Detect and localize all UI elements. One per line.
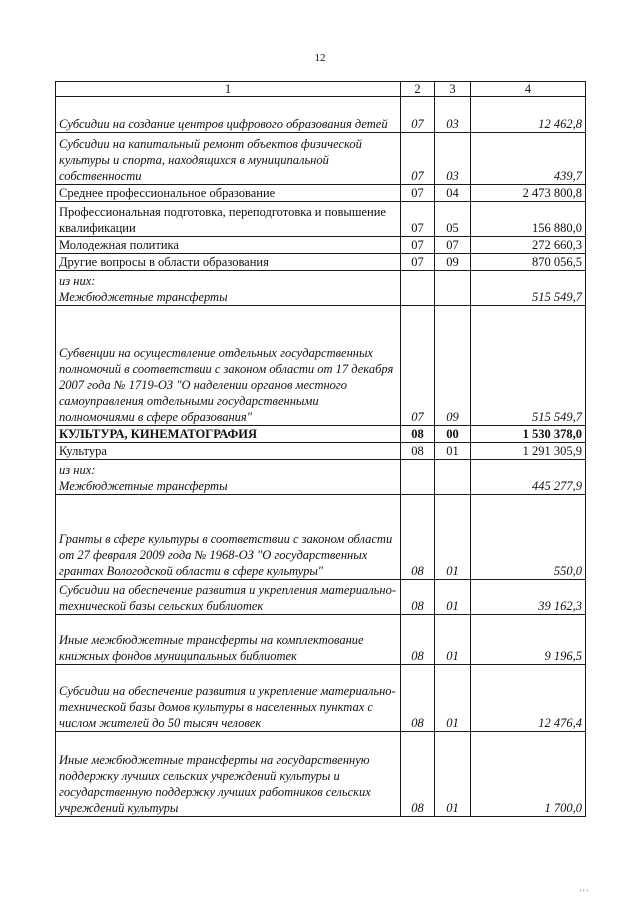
row-section-code: 08 <box>401 495 435 580</box>
row-name: Профессиональная подготовка, переподготовка и повышение квалификации <box>56 202 401 237</box>
page-number: 12 <box>314 52 326 64</box>
row-subsection-code: 09 <box>435 306 471 426</box>
row-name: Гранты в сфере культуры в соответствии с законом области от 27 февраля 2009 года № 1968-ОЗ "О государственных грантах Вологодской области в сфере культуры" <box>56 495 401 580</box>
corner-mark: ' ' ' <box>579 888 588 897</box>
table-row <box>56 271 586 306</box>
row-section-code: 08 <box>401 443 435 460</box>
row-section-code: 07 <box>401 97 435 133</box>
row-name: Другие вопросы в области образования <box>56 254 401 271</box>
table-row <box>56 237 586 254</box>
row-name: Среднее профессиональное образование <box>56 185 401 202</box>
table-row <box>56 97 586 133</box>
row-subsection-code: 07 <box>435 237 471 254</box>
row-section-code: 08 <box>401 665 435 732</box>
row-name: Молодежная политика <box>56 237 401 254</box>
row-name: Субсидии на создание центров цифрового образования детей <box>56 97 401 133</box>
table-header <box>56 82 586 97</box>
row-section-code: 08 <box>401 732 435 817</box>
row-amount: 1 291 305,9 <box>471 443 586 460</box>
table-row <box>56 133 586 185</box>
row-subsection-code: 05 <box>435 202 471 237</box>
row-amount: 9 196,5 <box>471 615 586 665</box>
row-subsection-code: 01 <box>435 580 471 615</box>
table-row <box>56 580 586 615</box>
row-amount: 445 277,9 <box>471 460 586 495</box>
row-name: из них: Межбюджетные трансферты <box>56 460 401 495</box>
row-amount: 156 880,0 <box>471 202 586 237</box>
row-amount: 1 700,0 <box>471 732 586 817</box>
row-section-code: 08 <box>401 615 435 665</box>
row-subsection-code: 09 <box>435 254 471 271</box>
row-amount: 550,0 <box>471 495 586 580</box>
row-subsection-code <box>435 271 471 306</box>
column-header-subsection: 3 <box>435 82 471 97</box>
row-name: Иные межбюджетные трансферты на государственную поддержку лучших сельских учреждений культуры и государственную поддержку лучших работников сельских учреждений культуры <box>56 732 401 817</box>
row-subsection-code: 01 <box>435 495 471 580</box>
row-subsection-code: 03 <box>435 133 471 185</box>
table-row <box>56 202 586 237</box>
row-section-code: 07 <box>401 185 435 202</box>
row-name: Субсидии на обеспечение развития и укрепления материально-технической базы сельских библиотек <box>56 580 401 615</box>
row-name: Субвенции на осуществление отдельных государственных полномочий в соответствии с законом области от 17 декабря 2007 года № 1719-ОЗ "О наделении органов местного самоуправления отдельными государственными полномочиями в сфере образования" <box>56 306 401 426</box>
row-amount: 515 549,7 <box>471 271 586 306</box>
row-subsection-code: 01 <box>435 732 471 817</box>
table-row <box>56 732 586 817</box>
row-subsection-code: 01 <box>435 443 471 460</box>
row-amount: 12 476,4 <box>471 665 586 732</box>
row-name: Культура <box>56 443 401 460</box>
row-amount: 12 462,8 <box>471 97 586 133</box>
table-row <box>56 185 586 202</box>
column-header-section: 2 <box>401 82 435 97</box>
row-section-code <box>401 460 435 495</box>
row-amount: 870 056,5 <box>471 254 586 271</box>
row-name: Субсидии на обеспечение развития и укрепление материально-технической базы домов культуры в населенных пунктах с числом жителей до 50 тысяч человек <box>56 665 401 732</box>
row-subsection-code: 01 <box>435 665 471 732</box>
row-subsection-code: 01 <box>435 615 471 665</box>
table-row <box>56 495 586 580</box>
row-name: КУЛЬТУРА, КИНЕМАТОГРАФИЯ <box>56 426 401 443</box>
row-section-code: 07 <box>401 254 435 271</box>
row-name: Иные межбюджетные трансферты на комплектование книжных фондов муниципальных библиотек <box>56 615 401 665</box>
table-row <box>56 615 586 665</box>
row-subsection-code: 04 <box>435 185 471 202</box>
row-subsection-code <box>435 460 471 495</box>
row-section-code <box>401 271 435 306</box>
row-amount: 1 530 378,0 <box>471 426 586 443</box>
table-row <box>56 460 586 495</box>
table-row <box>56 426 586 443</box>
row-name: из них: Межбюджетные трансферты <box>56 271 401 306</box>
column-header-amount: 4 <box>471 82 586 97</box>
table-body <box>56 97 586 817</box>
row-section-code: 07 <box>401 202 435 237</box>
row-section-code: 07 <box>401 237 435 254</box>
row-amount: 272 660,3 <box>471 237 586 254</box>
budget-table <box>55 81 586 817</box>
row-section-code: 07 <box>401 306 435 426</box>
row-name: Субсидии на капитальный ремонт объектов физической культуры и спорта, находящихся в муниципальной собственности <box>56 133 401 185</box>
header-row <box>56 82 586 97</box>
row-amount: 2 473 800,8 <box>471 185 586 202</box>
table-row <box>56 665 586 732</box>
table-row <box>56 443 586 460</box>
row-section-code: 08 <box>401 580 435 615</box>
row-subsection-code: 03 <box>435 97 471 133</box>
column-header-name: 1 <box>56 82 401 97</box>
table-row <box>56 306 586 426</box>
row-section-code: 07 <box>401 133 435 185</box>
table-row <box>56 254 586 271</box>
row-amount: 39 162,3 <box>471 580 586 615</box>
row-amount: 439,7 <box>471 133 586 185</box>
row-amount: 515 549,7 <box>471 306 586 426</box>
row-subsection-code: 00 <box>435 426 471 443</box>
row-section-code: 08 <box>401 426 435 443</box>
